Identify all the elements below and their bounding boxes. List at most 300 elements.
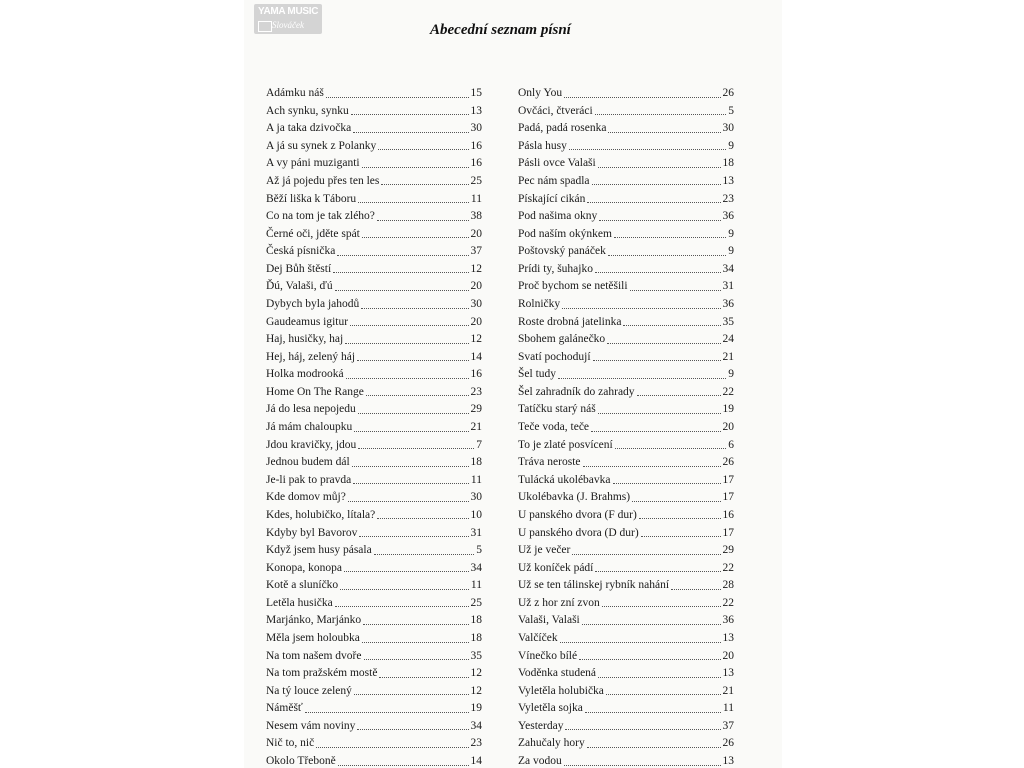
dot-leader [364,659,469,660]
song-title: Rolničky [518,298,561,311]
dot-leader [587,747,721,748]
song-title: Tráva neroste [518,456,581,469]
page-number: 17 [722,491,734,504]
page-number: 21 [722,684,734,697]
page-number: 9 [728,139,734,152]
index-entry [518,469,734,487]
index-entry [266,645,482,663]
index-entry [266,609,482,627]
page-number: 26 [722,87,734,100]
dot-leader [591,431,720,432]
index-entry [518,398,734,416]
index-entry [518,504,734,522]
index-entry [266,363,482,381]
dot-leader [585,712,721,713]
dot-leader [344,571,468,572]
dot-leader [377,220,469,221]
song-title: A ja taka dzivočka [266,122,352,135]
index-entry [266,117,482,135]
index-entry [518,82,734,100]
page-number: 12 [470,262,482,275]
index-entry [266,486,482,504]
song-title: Už je večer [518,544,571,557]
page-number: 13 [722,174,734,187]
song-title: A já su synek z Polanky [266,139,377,152]
dot-leader [353,483,469,484]
dot-leader [326,97,469,98]
song-title: Kdes, holubičko, lítala? [266,508,376,521]
page-number: 14 [470,350,482,363]
page-number: 37 [722,719,734,732]
song-title: Valčíček [518,632,558,644]
dot-leader [641,536,721,537]
dot-leader [595,571,720,572]
page-number: 14 [470,755,482,768]
dot-leader [333,272,468,273]
page-number: 17 [722,526,734,539]
song-title: Česká písnička [266,245,336,258]
song-title: Tulácká ukolébavka [518,473,611,486]
logo-text: YAMA MUSIC [258,6,319,17]
page-number: 18 [722,157,734,170]
song-title: Holka modrooká [266,368,344,381]
page-number: 31 [722,280,734,293]
index-entry [518,381,734,399]
page-number: 35 [470,649,482,662]
dot-leader [632,501,720,502]
song-title: Sbohem galánečko [518,333,606,346]
song-title: Poštovský panáček [518,245,606,258]
index-entry [266,574,482,592]
song-title: Prídi ty, šuhajko [518,262,593,275]
dot-leader [354,431,468,432]
index-entry [266,275,482,293]
dot-leader [608,255,726,256]
page-number: 7 [476,438,482,451]
dot-leader [362,642,469,643]
dot-leader [352,466,469,467]
song-title: U panského dvora (D dur) [518,526,639,539]
dot-leader [305,712,469,713]
index-entry [518,100,734,118]
page-number: 6 [728,438,734,451]
page-number: 34 [470,561,482,574]
song-title: Pec nám spadla [518,174,590,187]
index-entry [266,539,482,557]
page-number: 24 [722,333,734,346]
page-number: 9 [728,368,734,381]
song-title: Vínečko bílé [518,649,578,662]
dot-leader [579,659,720,660]
page-number: 18 [470,456,482,469]
song-title: Vyletěla holubička [518,684,604,697]
song-title: Nič to, nič [266,737,315,750]
index-entry [266,328,482,346]
dot-leader [592,184,721,185]
dot-leader [348,501,469,502]
page-number: 21 [722,350,734,363]
page-number: 28 [722,579,734,592]
index-entry [518,205,734,223]
song-title: Home On The Range [266,385,364,398]
index-entry [266,451,482,469]
page-number: 11 [470,192,482,205]
page-number: 12 [470,667,482,680]
page-number: 9 [728,245,734,258]
song-title: Yesterday [518,719,564,732]
song-title: Šel tudy [518,368,557,381]
song-title: Proč bychom se netěšili [518,280,628,293]
index-entry [518,627,734,645]
song-title: Já do lesa nepojedu [266,403,356,416]
page-number: 19 [722,403,734,416]
song-title: Co na tom je tak zlého? [266,210,375,223]
index-entry [266,82,482,100]
dot-leader [615,448,727,449]
song-title: Na tom pražském mostě [266,667,378,680]
page-number: 34 [722,262,734,275]
index-entry [518,715,734,733]
logo-subtext: Slováček [272,20,304,30]
page-number: 11 [470,579,482,592]
page-number: 35 [722,315,734,328]
page-number: 22 [722,561,734,574]
song-title: Černé oči, jděte spát [266,227,360,240]
index-entry [518,416,734,434]
page-number: 13 [722,755,734,768]
song-title: Na tom našem dvoře [266,649,362,662]
page-number: 30 [470,298,482,311]
index-entry [266,697,482,715]
index-entry [518,732,734,750]
song-title: Náměšť [266,702,303,715]
dot-leader [583,466,721,467]
dot-leader [362,237,469,238]
index-entry [266,469,482,487]
song-title: Běží liška k Táboru [266,192,357,205]
index-entry [518,592,734,610]
dot-leader [598,167,721,168]
dot-leader [598,677,720,678]
index-entry [266,258,482,276]
dot-leader [598,413,721,414]
dot-leader [316,747,468,748]
index-entry [266,187,482,205]
song-title: Kde domov můj? [266,491,346,504]
page-number: 36 [722,614,734,627]
song-title: Tatíčku starý náš [518,403,596,416]
index-entry [518,557,734,575]
index-entry [266,416,482,434]
song-title: Ovčáci, čtveráci [518,104,593,117]
index-entry [518,328,734,346]
song-title: Marjánko, Marjánko [266,614,362,627]
dot-leader [602,606,721,607]
page-number: 10 [470,508,482,521]
index-entry [266,521,482,539]
index-column-left [266,82,482,768]
page-number: 23 [470,385,482,398]
index-entry [518,258,734,276]
song-title: Až já pojedu přes ten les [266,174,380,187]
page-number: 11 [470,473,482,486]
index-entry [518,117,734,135]
song-title: Já mám chaloupku [266,421,353,434]
index-entry [266,504,482,522]
index-entry [518,311,734,329]
song-title: Valaši, Valaši [518,614,580,627]
song-title: Ukolébavka (J. Brahms) [518,491,631,504]
dot-leader [565,729,720,730]
song-title: Už koníček pádí [518,561,594,574]
page-number: 5 [728,104,734,117]
dot-leader [562,308,720,309]
page-number: 16 [470,139,482,152]
dot-leader [354,694,469,695]
song-title: Roste drobná jatelinka [518,315,622,328]
index-entry [518,750,734,768]
index-entry [518,152,734,170]
index-entry [518,539,734,557]
index-entry [266,293,482,311]
song-title: Je-li pak to pravda [266,473,352,486]
index-entry [266,434,482,452]
song-title: Vyletěla sojka [518,702,583,715]
song-title: Šel zahradník do zahrady [518,385,635,398]
index-entry [266,750,482,768]
page-number: 26 [722,737,734,750]
song-title: Teče voda, teče [518,421,590,434]
dot-leader [564,97,720,98]
index-entry [266,557,482,575]
page-number: 16 [470,368,482,381]
page-number: 18 [470,632,482,644]
dot-leader [606,694,721,695]
song-title: Padá, padá rosenka [518,122,607,135]
page-number: 9 [728,227,734,240]
dot-leader [630,290,721,291]
song-title: Pod naším okýnkem [518,227,612,240]
page-number: 15 [470,87,482,100]
page-number: 20 [722,421,734,434]
page-number: 13 [470,104,482,117]
song-title: Když jsem husy pásala [266,544,372,557]
song-title: Dybych byla jahodů [266,298,360,311]
song-title: Haj, husičky, haj [266,333,344,346]
index-entry [518,574,734,592]
dot-leader [357,360,468,361]
dot-leader [560,642,721,643]
dot-leader [357,729,468,730]
song-title: Zahučaly hory [518,737,585,750]
index-entry [266,205,482,223]
song-title: A vy páni muziganti [266,157,360,170]
index-entry [518,697,734,715]
page-number: 36 [722,298,734,311]
song-title: Už z hor zní zvon [518,596,600,609]
index-entry [518,293,734,311]
page-number: 38 [470,210,482,223]
page-number: 16 [722,508,734,521]
dot-leader [366,395,469,396]
page-number: 30 [470,491,482,504]
song-title: Only You [518,87,563,100]
dot-leader [593,360,721,361]
dot-leader [345,343,468,344]
index-entry [266,100,482,118]
page-number: 29 [470,403,482,416]
page-title: Abecední seznam písní [430,22,571,38]
dot-leader [335,290,469,291]
song-title: Dej Bůh štěstí [266,262,332,275]
dot-leader [607,343,720,344]
page-number: 20 [470,227,482,240]
dot-leader [558,378,726,379]
dot-leader [335,606,469,607]
index-column-right [518,82,734,768]
index-entry [266,662,482,680]
dot-leader [377,518,468,519]
dot-leader [587,202,720,203]
index-entry [266,135,482,153]
index-entry [518,363,734,381]
page-number: 16 [470,157,482,170]
page-number: 11 [722,702,734,715]
index-entry [518,645,734,663]
index-entry [518,275,734,293]
piano-keys-icon [258,21,272,32]
page-number: 18 [470,614,482,627]
page-number: 30 [470,122,482,135]
page-number: 22 [722,596,734,609]
song-title: Pod našima okny [518,210,598,223]
page-number: 37 [470,245,482,258]
dot-leader [614,237,726,238]
song-title: Pískající cikán [518,192,586,205]
index-entry [518,680,734,698]
dot-leader [362,167,469,168]
song-title: Konopa, konopa [266,561,343,574]
page-number: 21 [470,421,482,434]
index-entry [518,135,734,153]
dot-leader [381,184,468,185]
index-entry [266,398,482,416]
index-entry [518,451,734,469]
song-title: Adámku náš [266,87,324,100]
index-entry [518,240,734,258]
song-title: Okolo Třeboně [266,755,336,768]
song-title: To je zlaté posvícení [518,438,613,451]
page-number: 34 [470,719,482,732]
page-number: 30 [722,122,734,135]
index-entry [518,662,734,680]
index-entry [518,170,734,188]
index-entry [518,434,734,452]
song-title: Nesem vám noviny [266,719,356,732]
dot-leader [572,554,720,555]
dot-leader [582,624,721,625]
song-title: Už se ten tálinskej rybník nahání [518,579,670,592]
page-number: 26 [722,456,734,469]
index-entry [266,346,482,364]
publisher-logo [254,4,322,34]
dot-leader [359,536,468,537]
page-number: 31 [470,526,482,539]
dot-leader [595,114,727,115]
dot-leader [379,677,468,678]
dot-leader [361,308,468,309]
index-entry [266,627,482,645]
index-entry [518,187,734,205]
dot-leader [613,483,721,484]
song-title: Jednou budem dál [266,456,350,469]
dot-leader [340,589,469,590]
index-entry [266,715,482,733]
song-title: Jdou kravičky, jdou [266,438,357,451]
page-number: 19 [470,702,482,715]
page-number: 20 [470,315,482,328]
index-entry [266,680,482,698]
dot-leader [374,554,475,555]
page-number: 36 [722,210,734,223]
song-title: Kotě a sluníčko [266,579,339,592]
index-entry [266,381,482,399]
song-title: Na tý louce zelený [266,684,352,697]
dot-leader [363,624,468,625]
index-entry [266,170,482,188]
dot-leader [569,149,726,150]
index-entry [266,223,482,241]
index-entry [266,240,482,258]
page-number: 23 [470,737,482,750]
dot-leader [639,518,721,519]
page-number: 22 [722,385,734,398]
dot-leader [350,325,468,326]
dot-leader [358,448,474,449]
dot-leader [338,765,469,766]
dot-leader [358,413,469,414]
page-number: 25 [470,174,482,187]
dot-leader [378,149,468,150]
song-title: Pásla husy [518,139,567,152]
page-number: 5 [476,544,482,557]
dot-leader [337,255,468,256]
song-title: U panského dvora (F dur) [518,508,637,521]
index-entry [266,592,482,610]
page-number: 20 [722,649,734,662]
dot-leader [623,325,720,326]
index-entry [266,152,482,170]
dot-leader [358,202,469,203]
index-entry [518,521,734,539]
dot-leader [608,132,720,133]
dot-leader [564,765,721,766]
song-title: Kdyby byl Bavorov [266,526,358,539]
page-number: 12 [470,333,482,346]
page-number: 13 [722,667,734,680]
page-number: 20 [470,280,482,293]
dot-leader [346,378,469,379]
page-number: 12 [470,684,482,697]
index-entry [518,609,734,627]
dot-leader [671,589,720,590]
song-title: Za vodou [518,755,562,768]
song-title: Letěla husička [266,596,333,609]
page-number: 25 [470,596,482,609]
song-title: Voděnka studená [518,667,597,680]
dot-leader [637,395,721,396]
song-title: Svatí pochodují [518,350,591,363]
